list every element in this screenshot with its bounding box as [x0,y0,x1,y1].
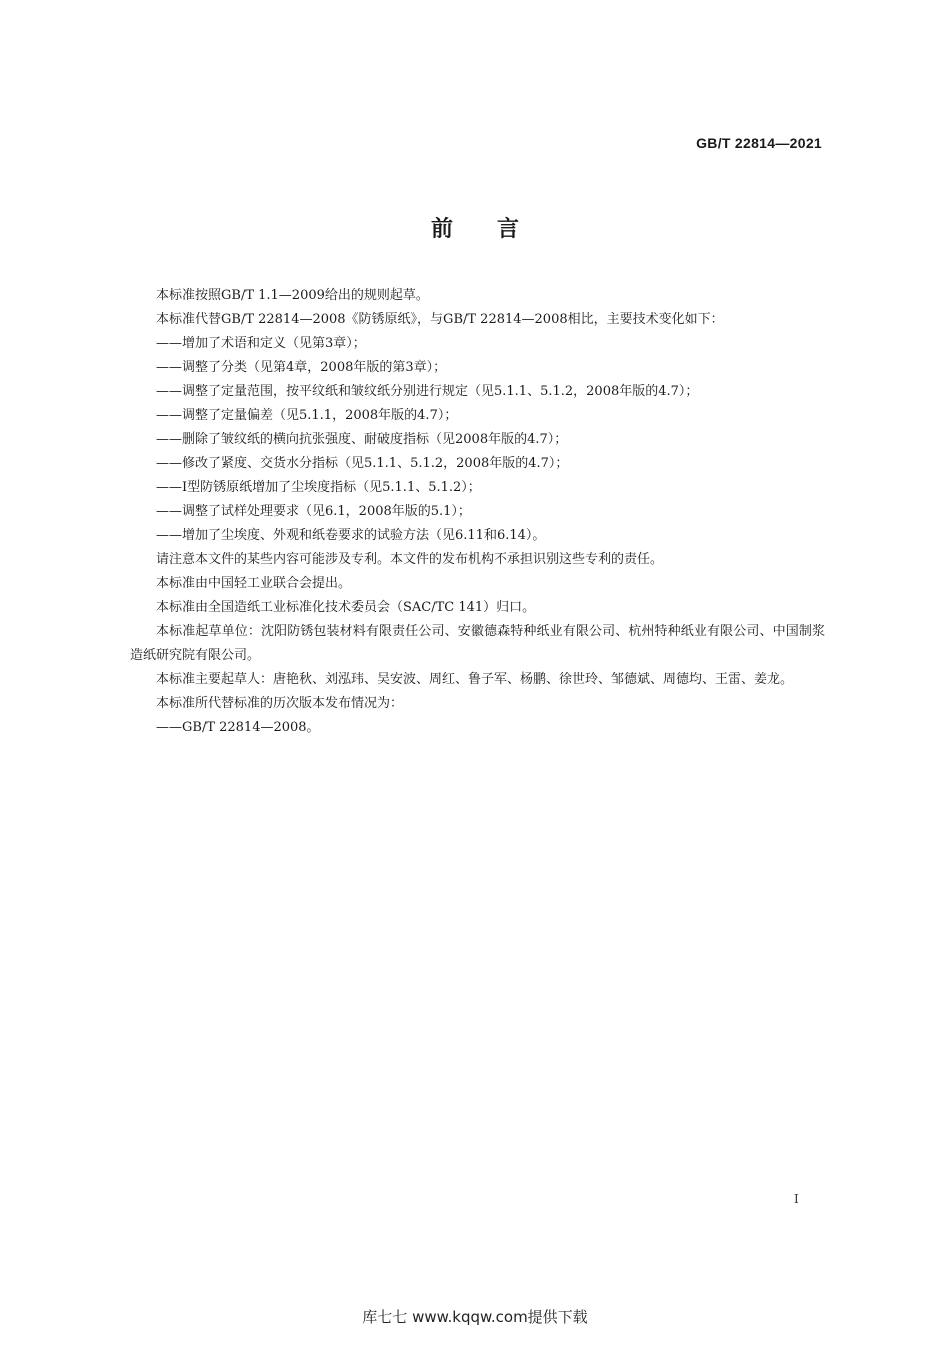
changes-list [130,332,825,548]
paragraph-patent-notice: 请注意本文件的某些内容可能涉及专利。本文件的发布机构不承担识别这些专利的责任。 [156,552,664,567]
list-item: ——增加了术语和定义（见第3章）； [156,336,366,351]
paragraph-drafters: 本标准主要起草人：唐艳秋、刘泓玮、吴安波、周红、鲁子军、杨鹏、徐世玲、邹德斌、周德均、王雷、姜龙。 [156,672,794,687]
foreword-body [130,284,825,740]
download-watermark: 库七七 www.kqqw.com提供下载 [362,1308,588,1326]
list-item: ——调整了分类（见第4章，2008年版的第3章）； [156,360,447,375]
list-item: ——GB/T 22814—2008。 [156,720,320,735]
paragraph-history-intro: 本标准所代替标准的历次版本发布情况为： [156,696,404,711]
page-number: Ⅰ [794,1192,799,1206]
history-list [130,716,825,740]
paragraph-replacement: 本标准代替GB/T 22814—2008《防锈原纸》，与GB/T 22814—2008相比，主要技术变化如下： [156,312,724,327]
list-item: ——增加了尘埃度、外观和纸卷要求的试验方法（见6.11和6.14）。 [156,528,546,543]
list-item: ——修改了紧度、交货水分指标（见5.1.1、5.1.2，2008年版的4.7）； [156,456,569,471]
list-item: ——删除了皱纹纸的横向抗张强度、耐破度指标（见2008年版的4.7）； [156,432,568,447]
list-item: ——调整了定量偏差（见5.1.1，2008年版的4.7）； [156,408,458,423]
standard-code: GB/T 22814—2021 [696,135,822,151]
page-title: 前言 [430,217,563,242]
list-item: ——调整了试样处理要求（见6.1，2008年版的5.1）； [156,504,471,519]
list-item: ——Ⅰ型防锈原纸增加了尘埃度指标（见5.1.1、5.1.2）； [156,480,481,495]
paragraph-committee: 本标准由全国造纸工业标准化技术委员会（SAC/TC 141）归口。 [156,600,536,615]
paragraph-drafting-rules: 本标准按照GB/T 1.1—2009给出的规则起草。 [156,288,429,303]
paragraph-proposer: 本标准由中国轻工业联合会提出。 [156,576,352,591]
list-item: ——调整了定量范围，按平纹纸和皱纹纸分别进行规定（见5.1.1、5.1.2，2008年版的4.7）； [156,384,699,399]
paragraph-drafting-units: 本标准起草单位：沈阳防锈包装材料有限责任公司、安徽德森特种纸业有限公司、杭州特种纸业有限公司、中国制浆造纸研究院有限公司。 [130,624,825,663]
